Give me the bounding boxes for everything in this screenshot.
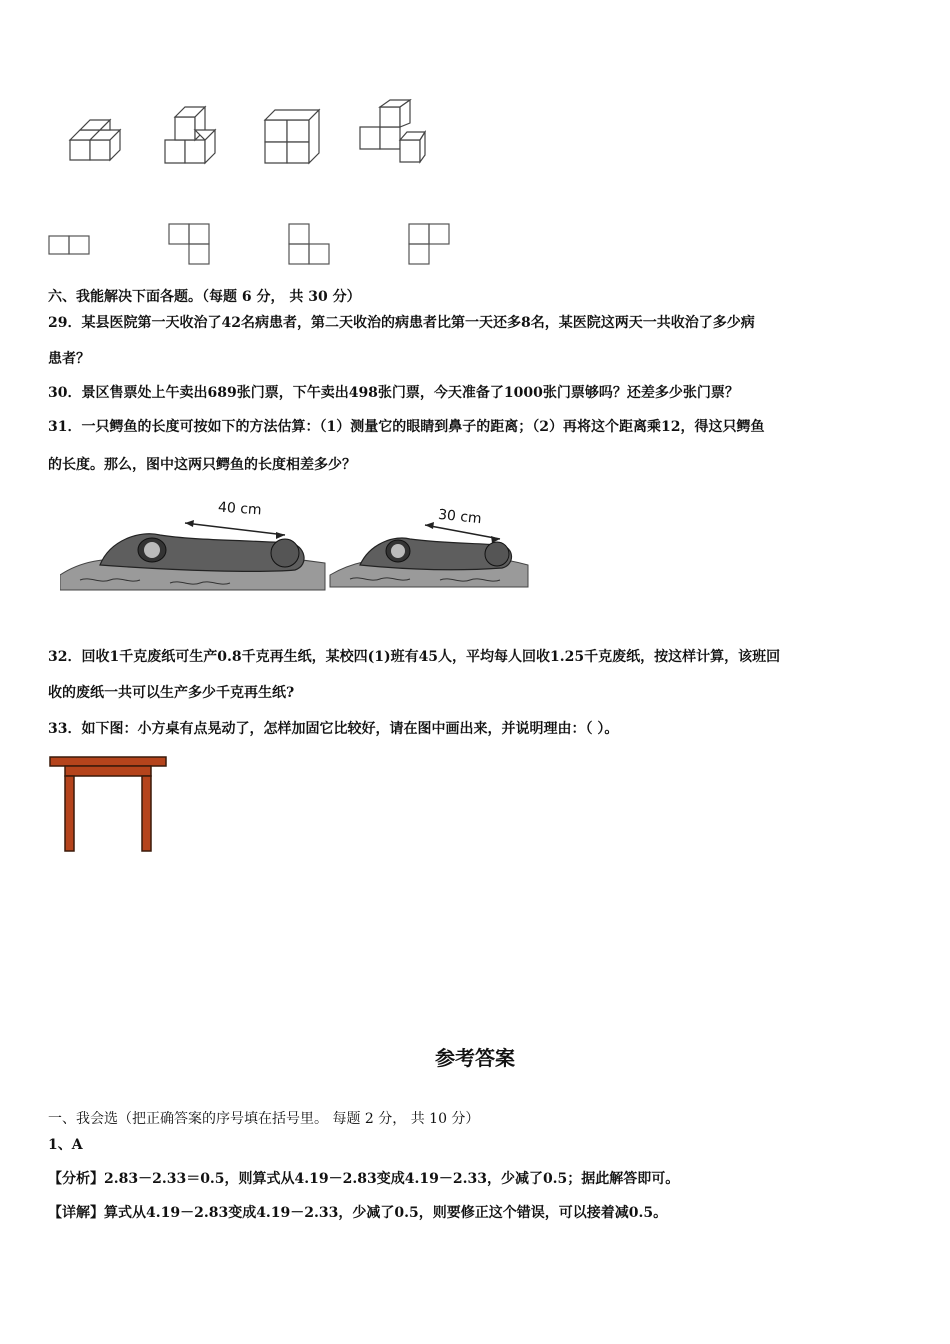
q31-line1: 31．一只鳄鱼的长度可按如下的方法估算：（1）测量它的眼睛到鼻子的距离；（2）再将这个距离乘12，得这只鳄鱼 (48, 419, 765, 435)
view-outline-4 (409, 224, 449, 264)
answers-title: 参考答案 (435, 1046, 515, 1070)
crocodile-1-label: 40 cm (217, 499, 263, 519)
crocodile-2-label: 30 cm (437, 506, 483, 528)
cube-figure-4 (360, 100, 425, 162)
cube-figures (60, 95, 440, 175)
cube-figure-2 (165, 107, 215, 163)
section6-heading: 六、我能解决下面各题。（每题 6 分， 共 30 分） (48, 289, 361, 305)
crocodile-1 (100, 520, 304, 571)
q32-line1: 32．回收1千克废纸可生产0.8千克再生纸，某校四(1)班有45人，平均每人回收1.25千克废纸，按这样计算，该班回 (48, 649, 781, 665)
view-outline-3 (289, 224, 329, 264)
q29-line2: 患者？ (48, 351, 90, 367)
q30-line1: 30．景区售票处上午卖出689张门票，下午卖出498张门票，今天准备了1000张门票够吗？还差多少张门票？ (48, 385, 739, 401)
answers-detail: 【详解】算式从4.19－2.83变成4.19－2.33，少减了0.5，则要修正这个错误，可以接着减0.5。 (48, 1205, 668, 1221)
cube-figure-1 (70, 120, 120, 160)
crocodile-illustration (60, 495, 530, 595)
view-outline-2 (169, 224, 209, 264)
cube-figure-3 (265, 110, 319, 163)
q32-line2: 收的废纸一共可以生产多少千克再生纸? (48, 685, 295, 701)
crocodile-2 (360, 522, 512, 570)
view-outlines (45, 220, 465, 270)
answers-analysis: 【分析】2.83－2.33＝0.5，则算式从4.19－2.83变成4.19－2.33，少减了0.5；据此解答即可。 (48, 1171, 680, 1187)
q33-line1: 33．如下图：小方桌有点晃动了，怎样加固它比较好，请在图中画出来，并说明理由：（ ）。 (48, 721, 619, 737)
q29-line1: 29．某县医院第一天收治了42名病患者，第二天收治的病患者比第一天还多8名，某医院这两天一共收治了多少病 (48, 315, 755, 331)
answers-section1: 一、我会选（把正确答案的序号填在括号里。 每题 2 分， 共 10 分） (48, 1111, 480, 1127)
answers-item1: 1、A (48, 1137, 83, 1153)
view-outline-1 (49, 236, 89, 254)
q31-line2: 的长度。那么，图中这两只鳄鱼的长度相差多少？ (48, 457, 356, 473)
wobbly-table-illustration (48, 755, 170, 855)
